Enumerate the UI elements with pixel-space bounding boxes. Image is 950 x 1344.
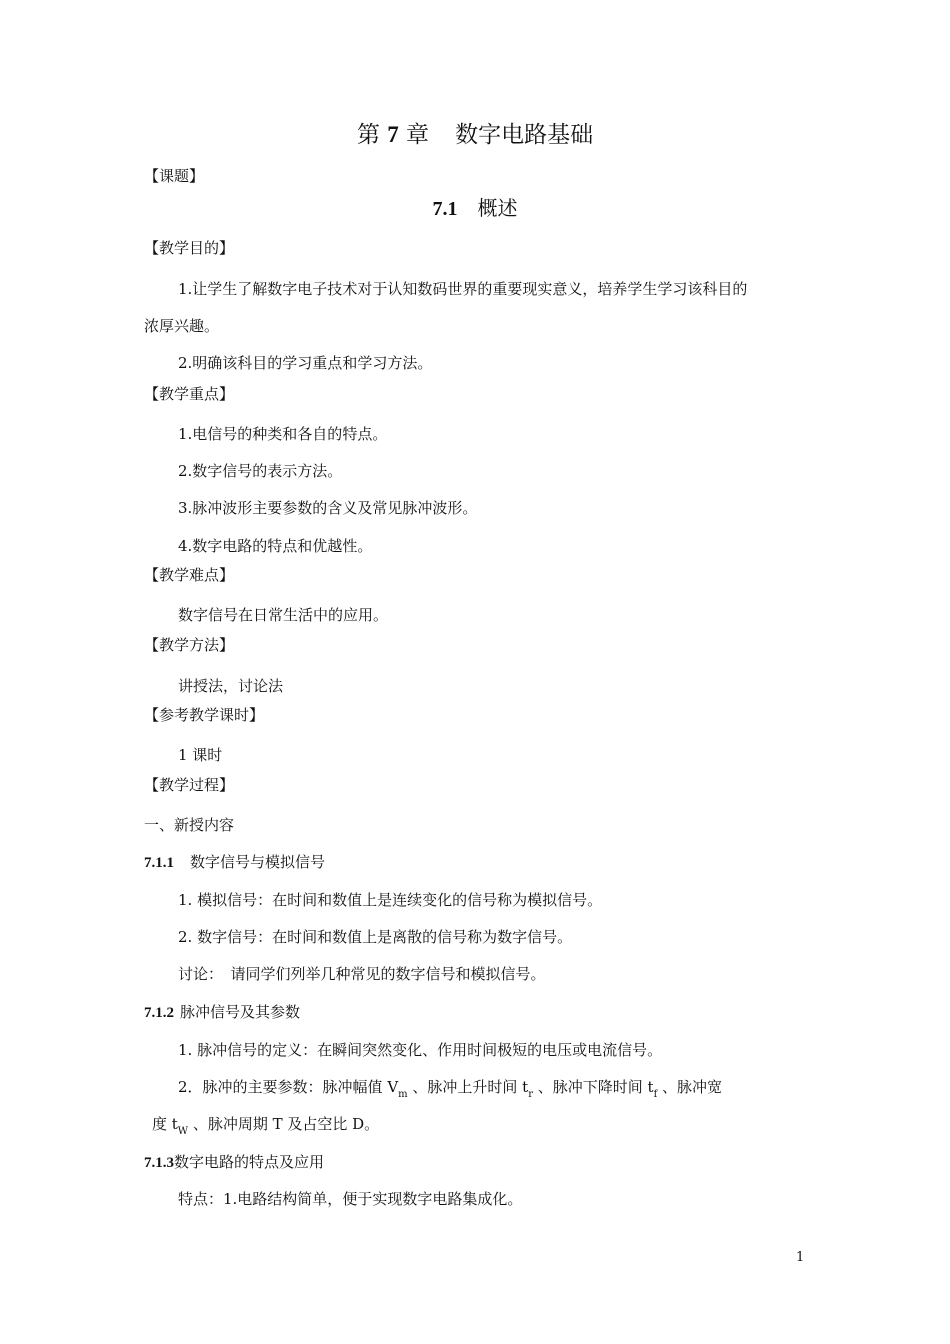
text-run: 、脉冲周期 T 及占空比 D。: [188, 1115, 380, 1133]
objective-item-1-line-2: 浓厚兴趣。: [144, 317, 220, 335]
objectives-label: 【教学目的】: [144, 239, 235, 257]
subsection-7-1-2-heading: [144, 1002, 300, 1023]
digital-signal-definition: 2. 数字信号：在时间和数值上是离散的信号称为数字信号。: [178, 928, 573, 946]
methods-text: 讲授法，讨论法: [178, 677, 284, 695]
subsection-name: 脉冲信号及其参数: [180, 1003, 301, 1021]
difficulty-label: 【教学难点】: [144, 566, 235, 584]
text-run: 度 t: [152, 1115, 178, 1133]
key-point-item: 4.数字电路的特点和优越性。: [178, 537, 373, 555]
objective-item-1-line-1: 1.让学生了解数字电子技术对于认知数码世界的重要现实意义，培养学生学习该科目的: [178, 280, 748, 298]
chapter-prefix: 第: [356, 122, 388, 148]
methods-label: 【教学方法】: [144, 636, 235, 654]
key-point-item: 2.数字信号的表示方法。: [178, 462, 343, 480]
subsection-number: 7.1.1: [144, 855, 174, 871]
chapter-title: [0, 120, 950, 150]
text-run: 、脉冲宽: [657, 1078, 723, 1096]
pulse-parameters-line-2: [152, 1114, 379, 1137]
pulse-signal-definition: 1. 脉冲信号的定义：在瞬间突然变化、作用时间极短的电压或电流信号。: [178, 1041, 663, 1059]
chapter-name: 数字电路基础: [455, 122, 594, 148]
discussion-text: 讨论： 请同学们列举几种常见的数字信号和模拟信号。: [178, 965, 546, 983]
subscript: m: [398, 1089, 408, 1100]
subsection-number: 7.1.3: [144, 1155, 174, 1171]
key-point-item: 1.电信号的种类和各自的特点。: [178, 425, 388, 443]
key-point-item: 3.脉冲波形主要参数的含义及常见脉冲波形。: [178, 499, 478, 517]
process-label: 【教学过程】: [144, 776, 235, 794]
subsection-number: 7.1.2: [144, 1005, 174, 1021]
difficulty-text: 数字信号在日常生活中的应用。: [178, 606, 389, 624]
chapter-suffix: 章: [398, 122, 430, 148]
chapter-number: 7: [387, 122, 399, 147]
objective-item-2: 2.明确该科目的学习重点和学习方法。: [178, 354, 433, 372]
text-run: 、脉冲下降时间 t: [533, 1078, 654, 1096]
subscript: f: [653, 1089, 658, 1100]
section-name: 概述: [477, 196, 518, 220]
page-number: 1: [796, 1250, 805, 1265]
subsection-7-1-3-heading: [144, 1152, 324, 1173]
subsection-name: 数字信号与模拟信号: [190, 853, 326, 871]
pulse-parameters-line-1: [178, 1077, 722, 1100]
section-number: 7.1: [432, 198, 458, 220]
subscript: W: [177, 1126, 189, 1137]
analog-signal-definition: 1. 模拟信号：在时间和数值上是连续变化的信号称为模拟信号。: [178, 891, 603, 909]
hours-label: 【参考教学课时】: [144, 706, 265, 724]
key-points-label: 【教学重点】: [144, 385, 235, 403]
lesson-label: 【课题】: [144, 167, 205, 185]
digital-circuit-features: 特点：1.电路结构简单，便于实现数字电路集成化。: [178, 1190, 523, 1208]
hours-text: 1 课时: [178, 746, 223, 764]
subsection-7-1-1-heading: [144, 852, 325, 873]
subscript: r: [528, 1089, 533, 1100]
subsection-name: 数字电路的特点及应用: [174, 1153, 325, 1171]
section-title: [0, 195, 950, 222]
text-run: 、脉冲上升时间 t: [407, 1078, 529, 1096]
process-part-1: 一、新授内容: [144, 816, 235, 834]
text-run: 2．脉冲的主要参数：脉冲幅值 V: [178, 1078, 399, 1096]
